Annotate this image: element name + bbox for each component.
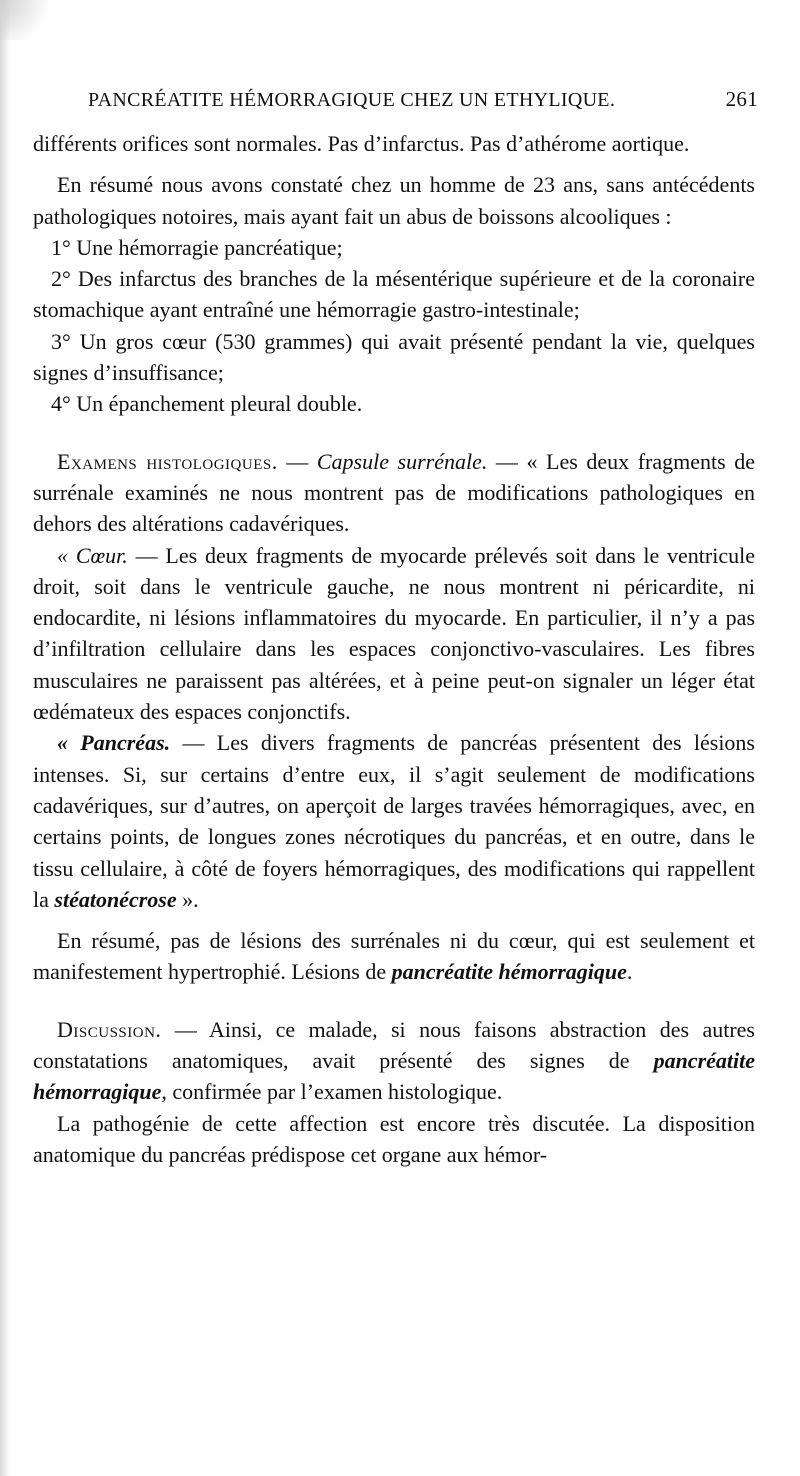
list-item-2: 2° Des infarctus des branches de la mésentérique supérieure et de la coronaire stomachique ayant entraîné une hémorragie gastro-intestinale; xyxy=(33,266,755,323)
paragraph-histology xyxy=(33,446,755,540)
pancreas-text: — Les divers fragments de pancréas présentent des lésions intenses. Si, sur certains d’entre eux, il s’agit seulement de modifications cadavériques, sur d’autres, on aperçoit de larges travées hémorragiques, avec, en certains points, de longues zones nécrotiques du pancréas, et en outre, dans le tissu cellulaire, à côté de foyers hémorragiques, des modifications qui rappellent la xyxy=(33,730,755,912)
term-pancreatite-resume: pancréatite hémorragique xyxy=(391,959,627,985)
running-title: PANCRÉATITE HÉMORRAGIQUE CHEZ UN ETHYLIQUE. xyxy=(88,89,616,111)
paragraph-discussion xyxy=(33,1014,755,1108)
page-corner-stain xyxy=(0,0,60,40)
paragraph-pathogenie: La pathogénie de cette affection est encore très discutée. La disposition anatomique du pancréas prédispose cet organe aux hémor- xyxy=(33,1110,755,1167)
paragraph-pancreas xyxy=(33,727,755,915)
page-body xyxy=(33,128,755,1170)
dash: — xyxy=(277,448,317,474)
resume-end: . xyxy=(626,959,633,985)
paragraph-continuation: différents orifices sont normales. Pas d’infarctus. Pas d’athérome aortique. xyxy=(33,131,690,156)
section-label-histology: Examens histologiques. xyxy=(57,448,278,474)
term-steatonecrose: stéatonécrose xyxy=(54,886,177,912)
list-item-3: 3° Un gros cœur (530 grammes) qui avait présenté pendant la vie, quelques signes d’insuffisance; xyxy=(33,328,755,386)
running-header xyxy=(88,86,758,113)
page-edge-shadow xyxy=(0,0,10,1476)
paragraph-coeur xyxy=(33,540,755,728)
subsection-label-capsule: Capsule surrénale. xyxy=(316,448,488,474)
section-label-discussion: Discussion. xyxy=(57,1016,162,1042)
discussion-text: — Ainsi, ce malade, si nous faisons abstraction des autres constatations anatomiques, avait présenté des signes de xyxy=(33,1016,755,1074)
paragraph-summary: En résumé nous avons constaté chez un homme de 23 ans, sans antécédents pathologiques notoires, mais ayant fait un abus de boissons alcooliques : xyxy=(33,172,755,229)
discussion-end: , confirmée par l’examen histologique. xyxy=(161,1079,503,1105)
list-item-1: 1° Une hémorragie pancréatique; xyxy=(51,234,343,260)
page-number: 261 xyxy=(725,87,758,111)
pancreas-end: ». xyxy=(176,886,199,912)
list-item-4: 4° Un épanchement pleural double. xyxy=(51,391,363,417)
capsule-text: — « Les deux fragments de surrénale examinés ne nous montrent pas de modifications pathologiques en dehors des altérations cadavériques. xyxy=(33,448,755,537)
subsection-label-pancreas: « Pancréas. xyxy=(57,730,171,756)
resume-text: En résumé, pas de lésions des surrénales ni du cœur, qui est seulement et manifestement hypertrophié. Lésions de xyxy=(33,928,755,985)
subsection-label-coeur: « Cœur. xyxy=(57,542,128,568)
term-pancreatite-discussion: pancréatite hémorragique xyxy=(33,1048,755,1105)
coeur-text: — Les deux fragments de myocarde prélevés soit dans le ventricule droit, soit dans le ventricule gauche, ne nous montrent ni péricardite, ni endocardite, ni lésions inflammatoires du myocarde. En particulier, il n’y a pas d’infiltration cellulaire dans les espaces conjonctivo-vasculaires. Les fibres musculaires ne paraissent pas altérées, et à peine peut-on signaler un léger état œdémateux des espaces conjonctifs. xyxy=(33,542,755,725)
paragraph-resume xyxy=(33,925,755,988)
